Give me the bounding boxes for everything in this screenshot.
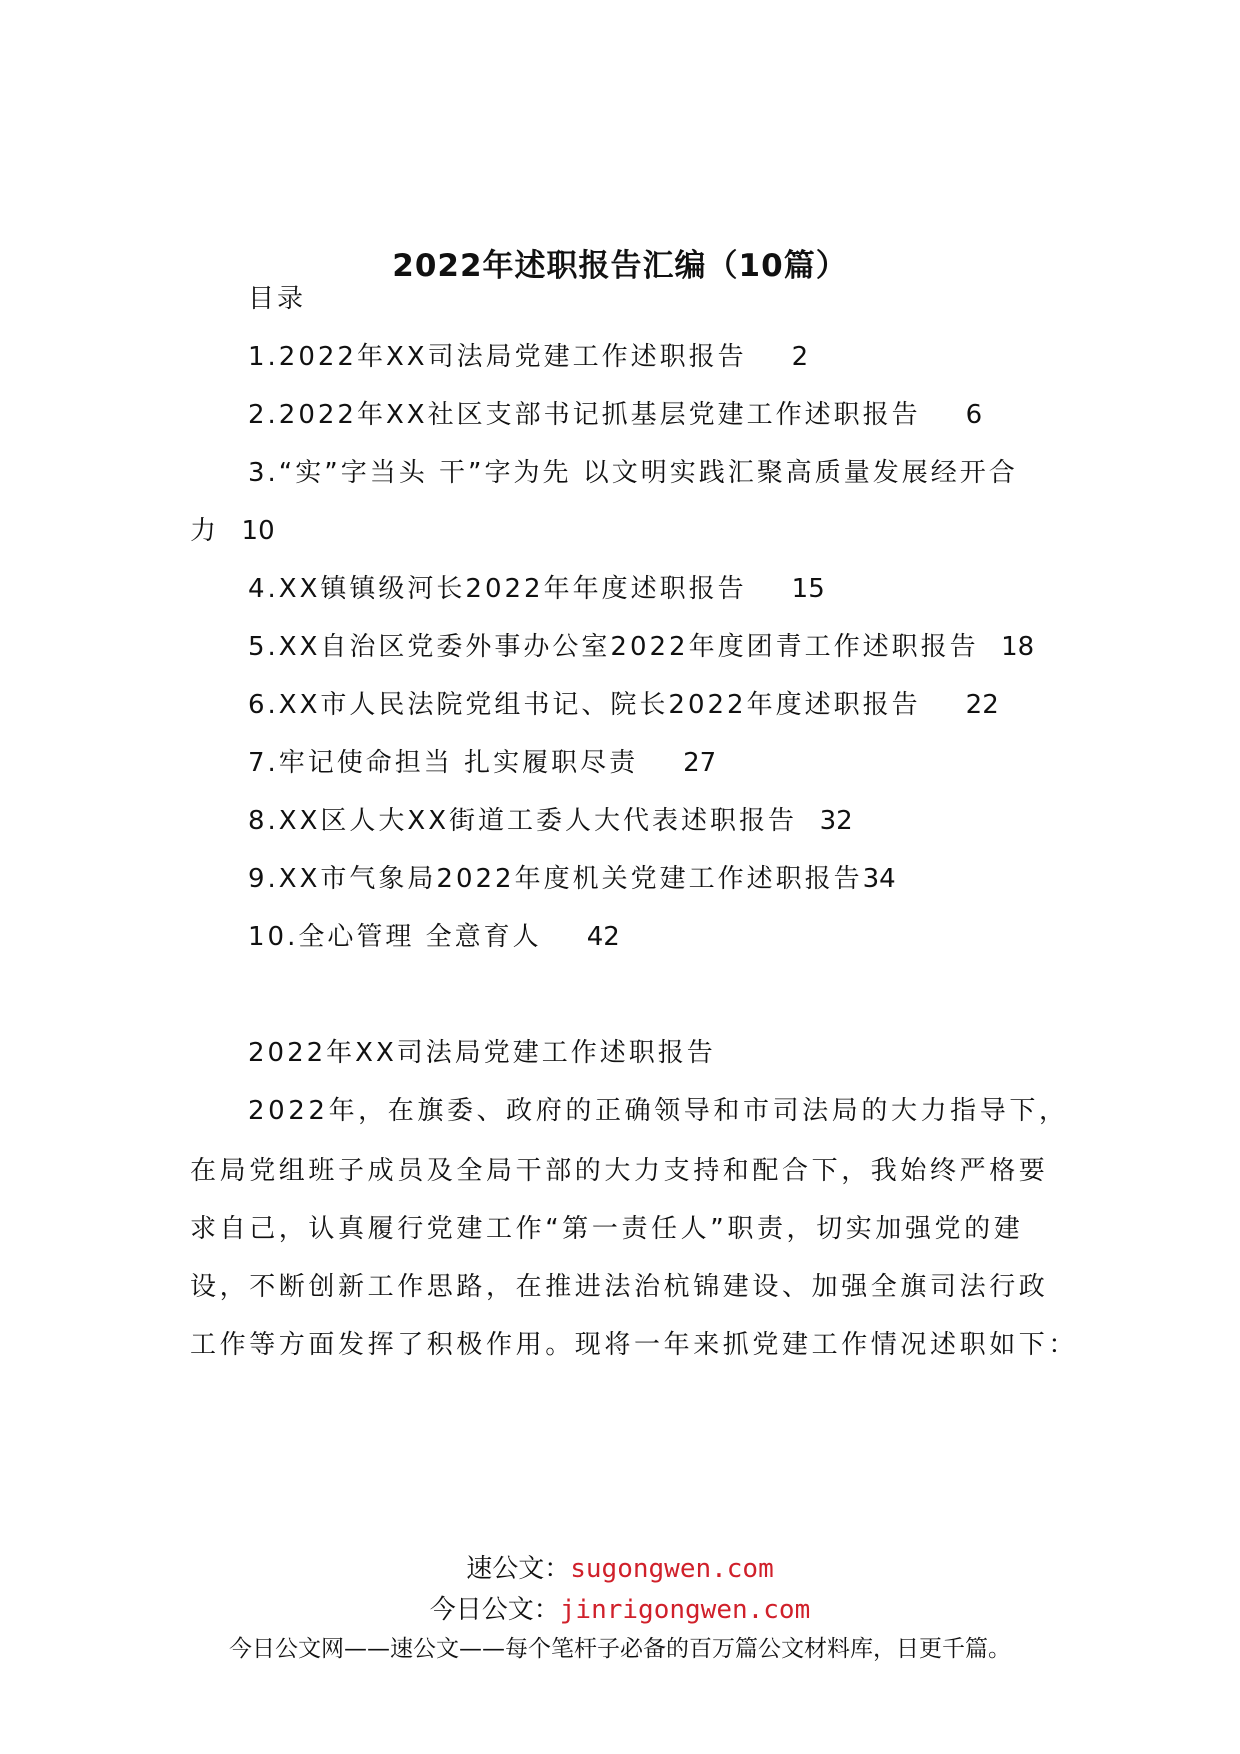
toc-item-text: 1.2022年XX司法局党建工作述职报告: [248, 342, 747, 372]
toc-item-continuation[interactable]: [190, 510, 275, 547]
paragraph-line: 工作等方面发挥了积极作用。现将一年来抓党建工作情况述职如下：: [190, 1330, 1079, 1360]
toc-item-page: 34: [862, 864, 896, 894]
paragraph-line: 2022年，在旗委、政府的正确领导和市司法局的大力指导下，: [248, 1096, 1069, 1126]
toc-item-page: 32: [819, 806, 853, 836]
toc-item-page: 18: [1001, 632, 1035, 662]
toc-item-text: 10.全心管理 全意育人: [248, 922, 542, 952]
toc-item[interactable]: [248, 684, 999, 721]
toc-item-page: 22: [965, 690, 999, 720]
toc-item-page: 10: [241, 516, 275, 546]
footer-tagline: 今日公文网——速公文——每个笔杆子必备的百万篇公文材料库，日更千篇。: [229, 1636, 1011, 1662]
footer-link-jinrigongwen[interactable]: jinrigongwen.com: [559, 1595, 811, 1625]
footer-link-sugongwen[interactable]: sugongwen.com: [570, 1554, 774, 1584]
toc-item[interactable]: [248, 742, 716, 779]
toc-item[interactable]: [248, 916, 620, 953]
toc-item-text: 3.“实”字当头 干”字为先 以文明实践汇聚高质量发展经开合: [248, 458, 1018, 488]
toc-item[interactable]: [248, 800, 853, 837]
toc-item-text: 9.XX市气象局2022年度机关党建工作述职报告: [248, 864, 863, 894]
toc-item-text: 6.XX市人民法院党组书记、院长2022年度述职报告: [248, 690, 921, 720]
toc-item-text: 7.牢记使命担当 扎实履职尽责: [248, 748, 639, 778]
footer-line-2: [0, 1589, 1240, 1626]
paragraph-line: 求自己，认真履行党建工作“第一责任人”职责，切实加强党的建: [190, 1214, 1024, 1244]
paragraph-line: 在局党组班子成员及全局干部的大力支持和配合下，我始终严格要: [190, 1156, 1049, 1186]
toc-item-page: 15: [791, 574, 825, 604]
section-title: 2022年XX司法局党建工作述职报告: [248, 1038, 716, 1068]
toc-item-page: 42: [586, 922, 620, 952]
toc-item[interactable]: [248, 568, 825, 605]
toc-item[interactable]: [248, 626, 1034, 663]
toc-item[interactable]: [248, 336, 808, 373]
document-title: 2022年述职报告汇编（10篇）: [392, 248, 848, 284]
toc-item-page: 6: [965, 400, 983, 430]
toc-item[interactable]: [248, 452, 1018, 489]
toc-item-page: 27: [683, 748, 717, 778]
paragraph-line: 设，不断创新工作思路，在推进法治杭锦建设、加强全旗司法行政: [190, 1272, 1049, 1302]
footer-label: 速公文：: [466, 1554, 571, 1584]
footer-label: 今日公文：: [429, 1595, 560, 1625]
toc-item-text: 8.XX区人大XX街道工委人大代表述职报告: [248, 806, 798, 836]
toc-heading: 目录: [248, 284, 307, 314]
toc-item-text: 力: [190, 516, 220, 546]
toc-item[interactable]: [248, 858, 896, 895]
toc-item-text: 2.2022年XX社区支部书记抓基层党建工作述职报告: [248, 400, 921, 430]
toc-item[interactable]: [248, 394, 982, 431]
toc-item-page: 2: [791, 342, 809, 372]
toc-item-text: 5.XX自治区党委外事办公室2022年度团青工作述职报告: [248, 632, 979, 662]
footer-line-1: [0, 1548, 1240, 1585]
toc-item-text: 4.XX镇镇级河长2022年年度述职报告: [248, 574, 747, 604]
